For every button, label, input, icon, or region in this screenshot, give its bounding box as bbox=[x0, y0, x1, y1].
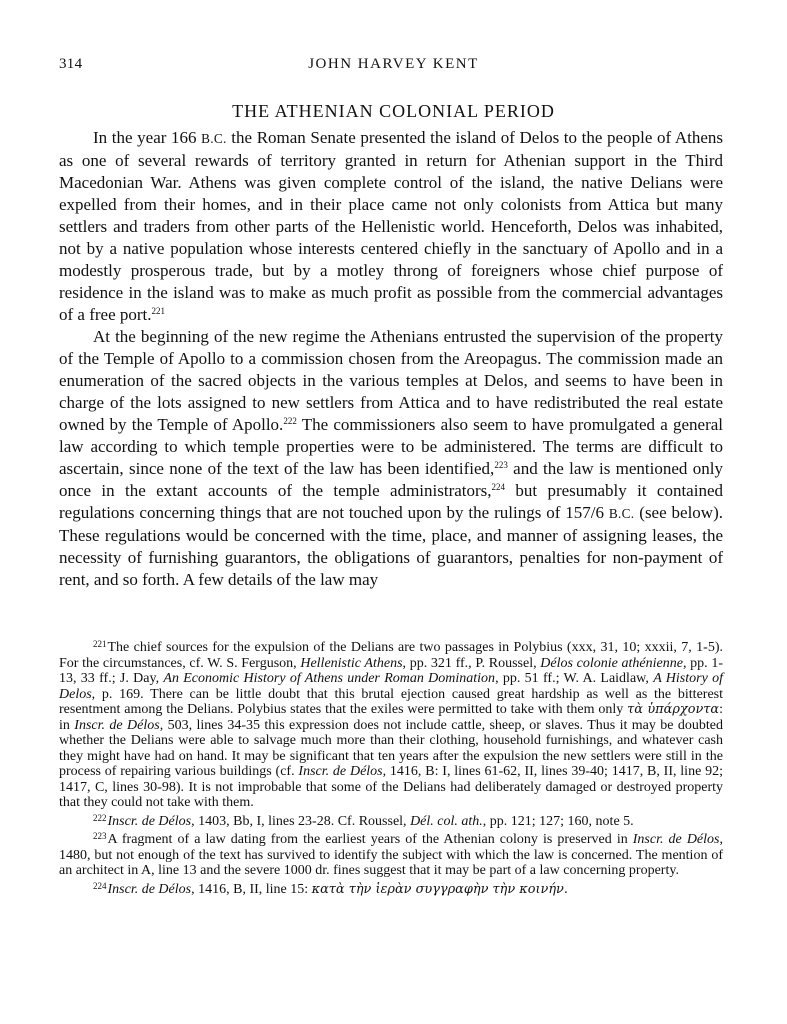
greek-quote: τὰ ὑπάρχοντα bbox=[627, 702, 720, 717]
footnote-text: A fragment of a law dating from the earliest years of the Athenian colony is preserved in bbox=[107, 832, 633, 847]
paragraph-text: but presumably it contained regulations concerning things that are not touched upon by the rulings of 157/6 bbox=[59, 481, 723, 522]
footnote-number: 224 bbox=[93, 880, 107, 891]
paragraph-text: the Roman Senate presented the island of Delos to the people of Athens as one of several rewards of territory granted in return for Athenian support in the Third Macedonian War. Athens was given complete control of the island, the native Delians were expelled from their homes, and in their place came not only colonists from Attica but many settlers and traders from other parts of the Hellenistic world. Henceforth, Delos was inhabited, not by a native population whose interests centered chiefly in the sanctuary of Apollo and in a modestly prosperous trade, but by a motley throng of foreigners whose chief purpose of residence in the island was to make as much profit as possible from the commercial advantages of a free port. bbox=[59, 128, 723, 324]
footnote-text: , 1416, B: I, lines 61-62, II, lines 39-40; 1417, B, II, line 92; 1417, C, lines 30-98). It is not improbable that some of the Delians had deliberately damaged or destroyed property that they could not take with them. bbox=[59, 764, 723, 810]
footnotes bbox=[59, 637, 723, 897]
paragraph-text: At the beginning of the new regime the Athenians entrusted the supervision of the property of the Temple of Apollo to a commission chosen from the Areopagus. The commission made an enumeration of the sacred objects in the various temples at Delos, and seems to have been in charge of the lots assigned to new settlers from Attica and to have redistributed the real estate owned by the Temple of Apollo. bbox=[59, 327, 723, 434]
footnote-text: , 1403, Bb, I, lines 23-28. Cf. Roussel, bbox=[191, 813, 411, 829]
footnote-text: , 503, lines 34-35 this expression does not include cattle, sheep, or slaves. Thus it may be doubted whether the Delians were able to salvage much more than their clothing, household furnishings, and whatever cash they might have had on hand. It may be significant that ten years after the expulsion the new settlers were still in the process of repairing various buildings (cf. bbox=[59, 717, 723, 779]
footnote-222 bbox=[59, 811, 723, 830]
footnote-number: 222 bbox=[93, 812, 107, 823]
main-text bbox=[59, 127, 723, 591]
footnote-text: : in bbox=[59, 702, 723, 733]
page-number: 314 bbox=[59, 56, 83, 72]
running-head: JOHN HARVEY KENT bbox=[308, 56, 479, 72]
era-abbrev: B.C. bbox=[608, 506, 635, 521]
citation-title: Délos colonie athénienne bbox=[540, 655, 683, 671]
footnote-223 bbox=[59, 829, 723, 879]
footnote-number: 221 bbox=[93, 639, 107, 649]
paragraph-text: and the law is mentioned only once in the extant accounts of the temple administrators, bbox=[59, 459, 723, 500]
citation-title: Dél. col. ath. bbox=[410, 813, 483, 829]
paragraph-1 bbox=[59, 127, 723, 326]
citation-title: Inscr. de Délos bbox=[632, 832, 720, 847]
citation-title: A History of Delos bbox=[59, 671, 723, 702]
citation-title: Inscr. de Délos bbox=[107, 813, 192, 829]
paragraph-text: In the year 166 bbox=[93, 128, 202, 147]
citation-title: Inscr. de Délos bbox=[74, 717, 160, 733]
footnote-text: , pp. 121; 127; 160, note 5. bbox=[482, 813, 634, 829]
footnote-text: , 1416, B, II, line 15: bbox=[191, 881, 312, 897]
citation-title: Inscr. de Délos bbox=[107, 881, 192, 897]
footnote-224 bbox=[59, 879, 723, 898]
footnote-ref-222[interactable]: 222 bbox=[283, 416, 297, 426]
paragraph-text: (see below). These regulations would be concerned with the time, place, and manner of assigning leases, the necessity of furnishing guarantors, the obligations of guarantors, penalties for non-payment of rent, and so forth. A few details of the law may bbox=[59, 503, 723, 589]
footnote-text: , pp. 51 ff.; W. A. Laidlaw, bbox=[495, 671, 654, 686]
era-abbrev: B.C. bbox=[201, 131, 227, 146]
section-title: THE ATHENIAN COLONIAL PERIOD bbox=[232, 101, 555, 121]
footnote-text: , 1480, but not enough of the text has survived to identify the subject with which the law is concerned. The mention of an architect in A, line 13 and the severe 1000 dr. fines suggest that it may be part of a law concerning property. bbox=[59, 832, 723, 878]
paragraph-text: The commissioners also seem to have promulgated a general law according to which temple properties were to be administered. The terms are difficult to ascertain, since none of the text of the law has been identified, bbox=[59, 415, 724, 478]
footnote-text: The chief sources for the expulsion of the Delians are two passages in Polybius (xxx, 31, 10; xxxii, 7, 1-5). For the circumstances, cf. W. S. Ferguson, bbox=[59, 640, 723, 671]
footnote-text: , pp. 1-13, 33 ff.; J. Day, bbox=[59, 655, 724, 686]
footnote-text: , p. 169. There can be little doubt that this brutal ejection caused great hardship as well as the bitterest resentment among the Delians. Polybius states that the exiles were permitted to take with them only bbox=[59, 686, 723, 717]
footnote-number: 223 bbox=[93, 831, 107, 841]
citation-title: An Economic History of Athens under Roman Domination bbox=[163, 671, 496, 686]
paragraph-2 bbox=[59, 326, 723, 591]
greek-quote: κατὰ τὴν ἱερὰν συγγραφὴν τὴν κοινήν. bbox=[311, 881, 568, 897]
citation-title: Inscr. de Délos bbox=[298, 764, 383, 779]
citation-title: Hellenistic Athens bbox=[300, 655, 403, 671]
footnote-ref-223[interactable]: 223 bbox=[494, 460, 508, 470]
footnote-text: , pp. 321 ff., P. Roussel, bbox=[402, 655, 541, 671]
footnote-ref-221[interactable]: 221 bbox=[151, 306, 166, 316]
footnote-221 bbox=[59, 637, 723, 811]
footnote-ref-224[interactable]: 224 bbox=[491, 482, 506, 492]
